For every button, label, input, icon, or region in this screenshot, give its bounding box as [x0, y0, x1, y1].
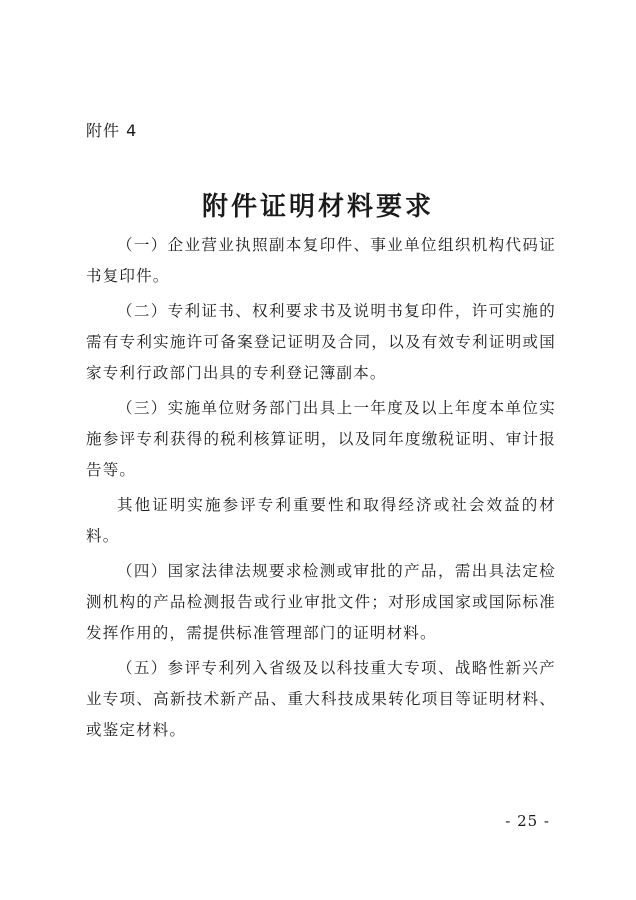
paragraph-item-1: （一）企业营业执照副本复印件、事业单位组织机构代码证书复印件。 [86, 236, 556, 285]
paragraph-item-2: （二）专利证书、权利要求书及说明书复印件，许可实施的需有专利实施许可备案登记证明及合同，以及有效专利证明或国家专利行政部门出具的专利登记簿副本。 [86, 302, 556, 382]
paragraph-other-materials: 其他证明实施参评专利重要性和取得经济或社会效益的材料。 [86, 496, 556, 545]
paragraph-item-5: （五）参评专利列入省级及以科技重大专项、战略性新兴产业专项、高新技术新产品、重大科技成果转化项目等证明材料、或鉴定材料。 [86, 659, 556, 739]
paragraph-item-3: （三）实施单位财务部门出具上一年度及以上年度本单位实施参评专利获得的税利核算证明，以及同年度缴税证明、审计报告等。 [86, 399, 556, 479]
paragraph-item-4: （四）国家法律法规要求检测或审批的产品，需出具法定检测机构的产品检测报告或行业审批文件；对形成国家或国际标准发挥作用的，需提供标准管理部门的证明材料。 [86, 562, 556, 642]
attachment-label: 附件 4 [86, 121, 138, 140]
page-number: - 25 - [505, 812, 550, 830]
document-body [86, 230, 556, 750]
document-title: 附件证明材料要求 [201, 192, 434, 222]
